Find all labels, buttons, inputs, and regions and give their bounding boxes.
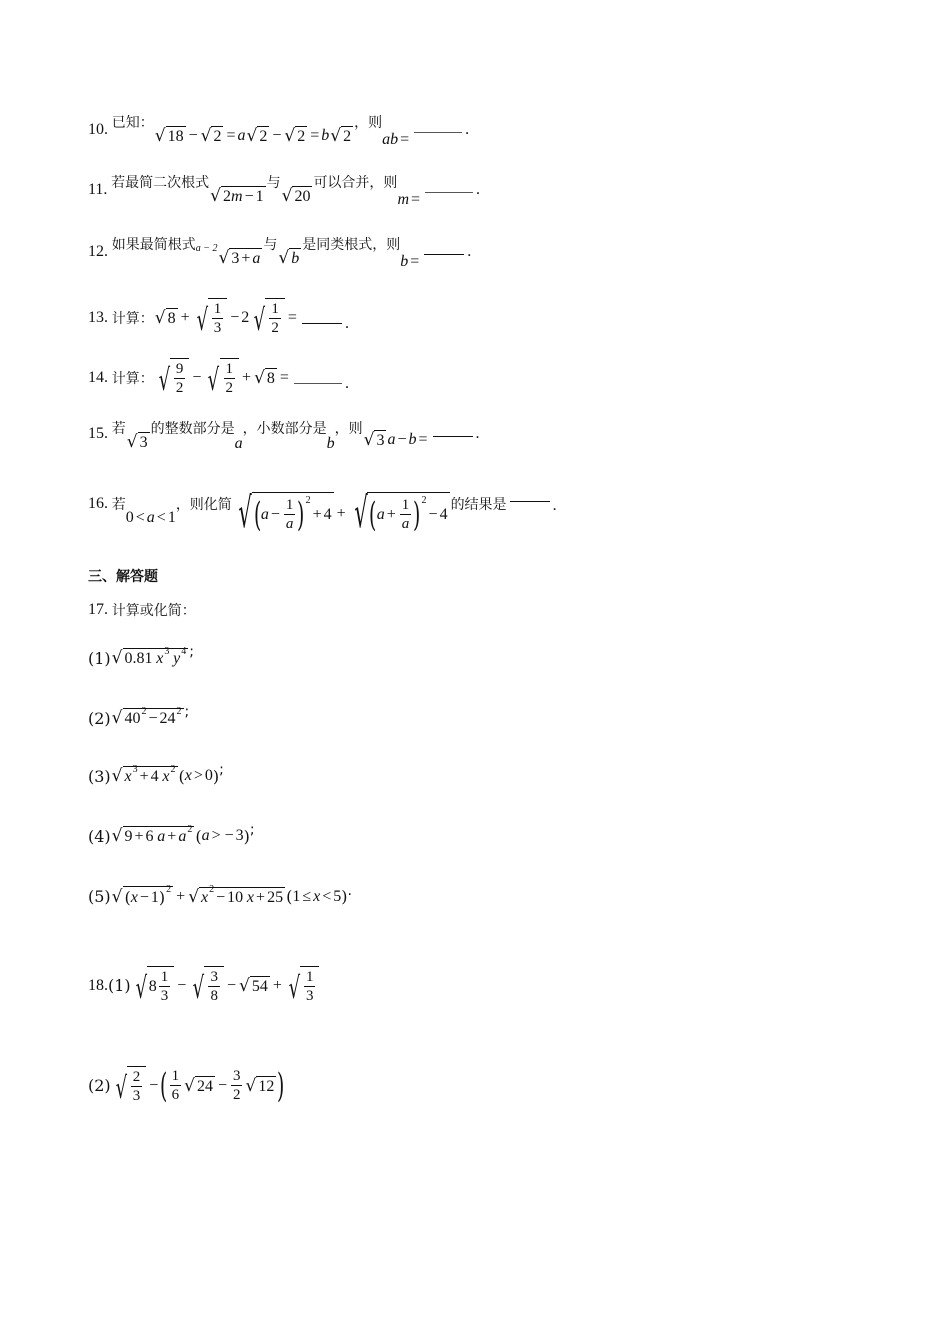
q13-end: . <box>344 314 349 332</box>
question-11 <box>88 175 481 208</box>
question-10 <box>88 115 470 148</box>
q17-item-3-label: (3) <box>88 766 111 786</box>
section-heading <box>88 566 158 586</box>
q15-t1: 的整数部分是 <box>150 421 235 437</box>
q18-part-1-label: (1) <box>108 976 131 995</box>
section-title: 三、解答题 <box>88 569 158 585</box>
q17-item-2-label: (2) <box>88 708 111 728</box>
q11-m: m <box>397 191 409 208</box>
q10-end: . <box>465 121 470 138</box>
question-13: 13. 计算： √ 8 + √ $\frac{1}{3}$ − 2 √ $\frac{1}{2}$ = . <box>88 298 349 337</box>
q12-with: 与 <box>263 237 278 253</box>
question-16: 16. 若 0 < a < 1 ，则化简 √ ( a − $\frac{1}{a}$ ) 2 + 4 + √ ( a + $\frac{1}{a}$ ) 2 − 4 的结果是 . <box>88 488 557 537</box>
q12-radical-2: √ b <box>278 248 300 268</box>
q11-with: 与 <box>266 175 281 191</box>
question-17 <box>88 600 196 620</box>
question-18-part-2: (2) √ $\frac{2}{3}$ − ( $\frac{1}{6}$ √ 24 − $\frac{3}{2}$ √ 12 ) <box>88 1065 285 1106</box>
q16-t2: 的结果是 <box>450 496 507 513</box>
q12-eq: = <box>410 253 420 270</box>
q15-t3: ，则 <box>334 421 363 437</box>
q12-end: . <box>467 243 472 260</box>
q17-item-5: (5) √ ( x − 1 ) 2 + √ x 2 − 10 x + 25 ( 1 ≤ x < 5 ) . <box>88 882 352 907</box>
q11-lead: 若最简二次根式 <box>111 175 210 191</box>
q18-part-2-label: (2) <box>88 1076 111 1095</box>
q16-lead: 若 <box>111 496 126 513</box>
q17-item-4: (4) √ 9 + 6 a + a 2 ( a > − 3 ) ; <box>88 822 255 846</box>
q11-radical-1: √ 2 m − 1 <box>210 186 264 206</box>
q12-b: b <box>400 253 409 270</box>
q14-answer-blank[interactable] <box>294 383 342 384</box>
q15-eq: = <box>418 431 428 448</box>
q12-number: 12. <box>88 243 108 260</box>
q18-number: 18. <box>88 976 108 994</box>
q10-lead: 已知： <box>111 115 154 131</box>
q17-item-5-label: (5) <box>88 887 111 906</box>
q15-lead: 若 <box>111 421 126 437</box>
q13-answer-blank[interactable] <box>302 323 342 324</box>
q12-index: a − 2 <box>195 242 218 254</box>
q14-lead: 计算： <box>111 370 154 387</box>
q14-eq: = <box>279 368 289 386</box>
q17-item-4-label: (4) <box>88 826 111 846</box>
q17-item-3: (3) √ x 3 + 4 x 2 ( x > 0 ) ; <box>88 762 224 786</box>
q10-answer-blank[interactable] <box>414 132 462 133</box>
question-15: 15. 若 √ 3 的整数部分是 a ，小数部分是 b ，则 √ 3 a − b = . <box>88 424 480 444</box>
q14-end: . <box>344 374 349 392</box>
q17-item-1-label: (1) <box>88 648 111 668</box>
q15-answer-blank[interactable] <box>433 436 473 437</box>
q11-answer-blank[interactable] <box>425 192 473 193</box>
q11-eq: = <box>411 191 421 208</box>
q10-number: 10. <box>88 121 108 138</box>
q15-number: 15. <box>88 425 108 442</box>
q15-end: . <box>475 425 480 442</box>
q12-radical-1: √ 3 + a <box>218 248 261 268</box>
q11-end: . <box>476 181 481 198</box>
q17-lead: 计算或化简： <box>111 603 196 619</box>
q10-mid: ，则 <box>354 115 383 131</box>
q10-ab: ab <box>382 131 399 148</box>
q14-number: 14. <box>88 368 108 386</box>
q12-lead: 如果最简根式 <box>111 237 196 253</box>
q11-number: 11. <box>88 181 108 198</box>
q16-t1: ，则化简 <box>175 496 232 513</box>
question-12 <box>88 237 472 270</box>
q10-eq: = <box>400 131 410 148</box>
q17-item-2: (2) √ 40 2 − 24 2 ; <box>88 704 190 728</box>
q12-answer-blank[interactable] <box>424 254 464 255</box>
question-14: 14. 计算： √ $\frac{9}{2}$ − √ $\frac{1}{2}$ + √ 8 = . <box>88 358 349 397</box>
q13-eq: = <box>287 308 297 326</box>
q17-item-1: (1) √ 0.81 x 3 y 4 ; <box>88 644 194 668</box>
q13-number: 13. <box>88 308 108 326</box>
q11-radical-2: √ 20 <box>281 186 311 206</box>
q15-t2: ，小数部分是 <box>242 421 327 437</box>
q10-expression: √ 18 − √ 2 = a √ 2 − √ 2 = b √ 2 <box>154 126 352 146</box>
q16-answer-blank[interactable] <box>510 501 550 502</box>
q13-lead: 计算： <box>111 310 154 327</box>
q11-tail: 可以合并，则 <box>313 175 398 191</box>
q16-end: . <box>552 496 557 514</box>
question-18-part-1: 18. (1) √ 8 $\frac{1}{3}$ − √ $\frac{3}{8}$ − √ 54 + √ $\frac{1}{3}$ <box>88 966 320 1005</box>
q17-number: 17. <box>88 601 108 618</box>
q12-tail: 是同类根式，则 <box>302 237 401 253</box>
q16-number: 16. <box>88 494 108 512</box>
